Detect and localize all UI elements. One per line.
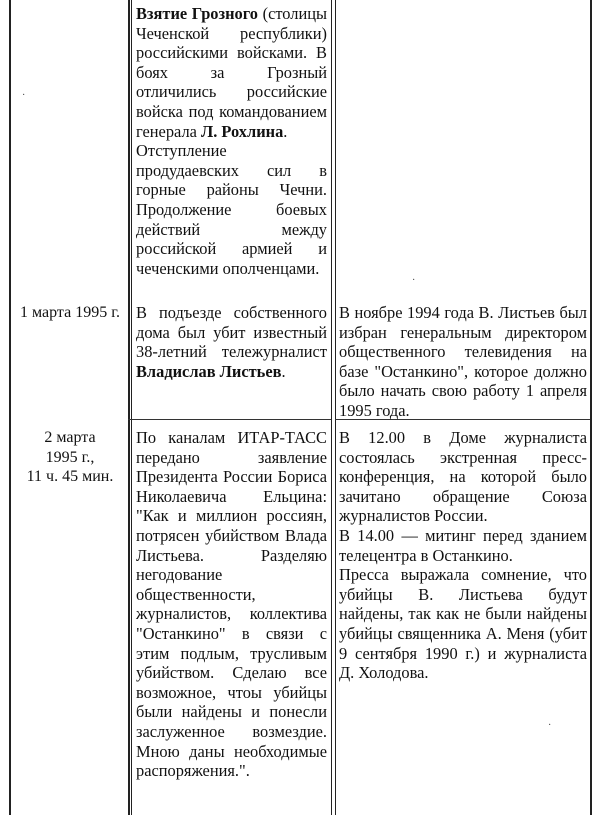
column-rule-3 bbox=[331, 0, 332, 815]
event-text: В подъезде собственного дома был убит известный 38-летний тележурналист bbox=[136, 303, 327, 362]
column-rule-right bbox=[590, 0, 592, 815]
note-paragraph: Пресса выражала сомнение, что убийцы В. Листьева будут найдены, так как не были найдены убийцы священника А. Меня (убит 9 сентября 1990 г.) и журналиста Д. Холодова. bbox=[339, 565, 587, 683]
event-paragraph bbox=[136, 4, 327, 141]
date-line: 2 марта bbox=[44, 429, 96, 446]
column-rule-1 bbox=[128, 0, 130, 815]
note-paragraph: В 14.00 — митинг перед зданием телецентра в Останкино. bbox=[339, 525, 587, 565]
event-text-end: . bbox=[281, 361, 286, 381]
column-rule-2 bbox=[131, 0, 132, 815]
column-rule-left bbox=[9, 0, 11, 815]
event-text-end: . bbox=[283, 121, 288, 141]
column-rule-4 bbox=[335, 0, 336, 815]
event-cell-grozny bbox=[136, 4, 327, 278]
event-text: (столицы Чеченской республики) российскими войсками. В боях за Грозный отличились российские войска под командованием генерала bbox=[136, 4, 327, 141]
event-cell-yeltsin: По каналам ИТАР-ТАСС передано заявление Президента России Бориса Николаевича Ельцина: "Как и миллион россиян, потрясен убийством Влада Листьева. Разделяю негодование общественности, журналистов, коллектива "Останкино" в связи с этим подлым, трусливым убийством. Сделаю все возможное, чтоы убийцы были найдены и понесли заслуженное возмездие. Мною даны необходимые распоряжения.". bbox=[136, 428, 327, 781]
date-cell-2 bbox=[12, 428, 128, 487]
event-bold-name: Владислав Листьев bbox=[136, 361, 282, 381]
event-cell-listyev bbox=[136, 303, 327, 381]
note-cell-press bbox=[339, 428, 587, 683]
event-bold-name: Л. Рохлина bbox=[201, 121, 284, 141]
date-cell-1: 1 марта 1995 г. bbox=[20, 304, 120, 321]
print-speck: · bbox=[548, 720, 552, 731]
row-separator bbox=[128, 419, 331, 420]
note-cell-listyev: В ноябре 1994 года В. Листьев был избран генеральным директором общественного телевидения на базе "Останкино", которое должно было начать свою работу 1 апреля 1995 года. bbox=[339, 303, 587, 420]
event-bold-title: Взятие Грозного bbox=[136, 4, 258, 23]
date-line: 11 ч. 45 мин. bbox=[26, 468, 114, 485]
event-paragraph bbox=[136, 303, 327, 381]
print-speck: · bbox=[22, 90, 26, 101]
print-speck: · bbox=[412, 275, 416, 286]
note-paragraph: В 12.00 в Доме журналиста состоялась экстренная пресс-конференция, на которой было зачитано обращение Союза журналистов России. bbox=[339, 428, 587, 526]
date-line: 1995 г., bbox=[45, 448, 95, 466]
event-paragraph: Отступление продудаевских сил в горные районы Чечни. Продолжение боевых действий между российской армией и чеченскими ополченцами. bbox=[136, 141, 327, 278]
